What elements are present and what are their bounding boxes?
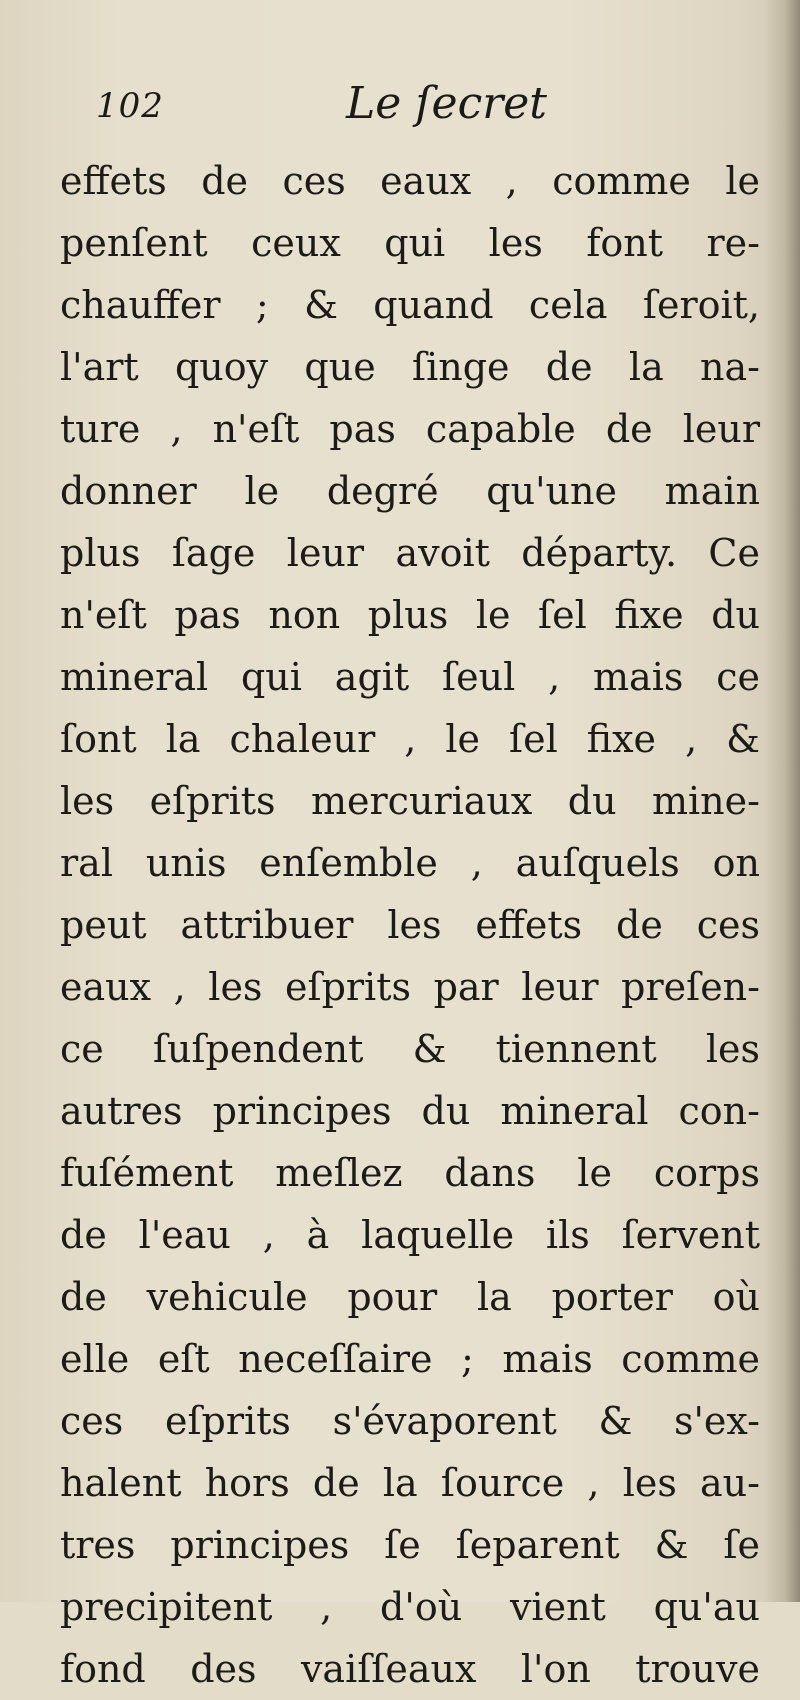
text-line: mineral qui agit ſeul , mais ce — [60, 655, 760, 699]
text-line: n'eſt pas non plus le ſel fixe du — [60, 593, 760, 637]
page-gutter-shadow — [764, 0, 800, 1602]
text-line: de vehicule pour la porter où — [60, 1275, 760, 1319]
text-line: peut attribuer les effets de ces — [60, 903, 760, 947]
text-line: tres principes ſe ſeparent & ſe — [60, 1523, 760, 1567]
text-line: fond des vaiſſeaux l'on trouve — [60, 1647, 760, 1691]
text-line: ture , n'eſt pas capable de leur — [60, 407, 760, 451]
text-line: ce ſuſpendent & tiennent les — [60, 1027, 760, 1071]
text-line: elle eſt neceſſaire ; mais comme — [60, 1337, 760, 1381]
text-line: ral unis enſemble , auſquels on — [60, 841, 760, 885]
text-line: de l'eau , à laquelle ils ſervent — [60, 1213, 760, 1257]
text-line: ſont la chaleur , le ſel fixe , & — [60, 717, 760, 761]
text-line: l'art quoy que ſinge de la na- — [60, 345, 760, 389]
text-line: precipitent , d'où vient qu'au — [60, 1585, 760, 1629]
text-line: plus ſage leur avoit départy. Ce — [60, 531, 760, 575]
text-line: autres principes du mineral con- — [60, 1089, 760, 1133]
text-line: effets de ces eaux , comme le — [60, 159, 760, 203]
body-text — [60, 150, 760, 1700]
text-line: les eſprits mercuriaux du mine- — [60, 779, 760, 823]
text-line: donner le degré qu'une main — [60, 469, 760, 513]
page-number: 102 — [96, 86, 164, 126]
page-header — [96, 78, 696, 148]
text-line: ces eſprits s'évaporent & s'ex- — [60, 1399, 760, 1443]
running-head: Le ſecret — [346, 78, 547, 129]
text-line: penſent ceux qui les font re- — [60, 221, 760, 265]
text-line: chauffer ; & quand cela ſeroit, — [60, 283, 760, 327]
text-line: halent hors de la ſource , les au- — [60, 1461, 760, 1505]
text-line: fuſément meſlez dans le corps — [60, 1151, 760, 1195]
text-line: eaux , les eſprits par leur preſen- — [60, 965, 760, 1009]
